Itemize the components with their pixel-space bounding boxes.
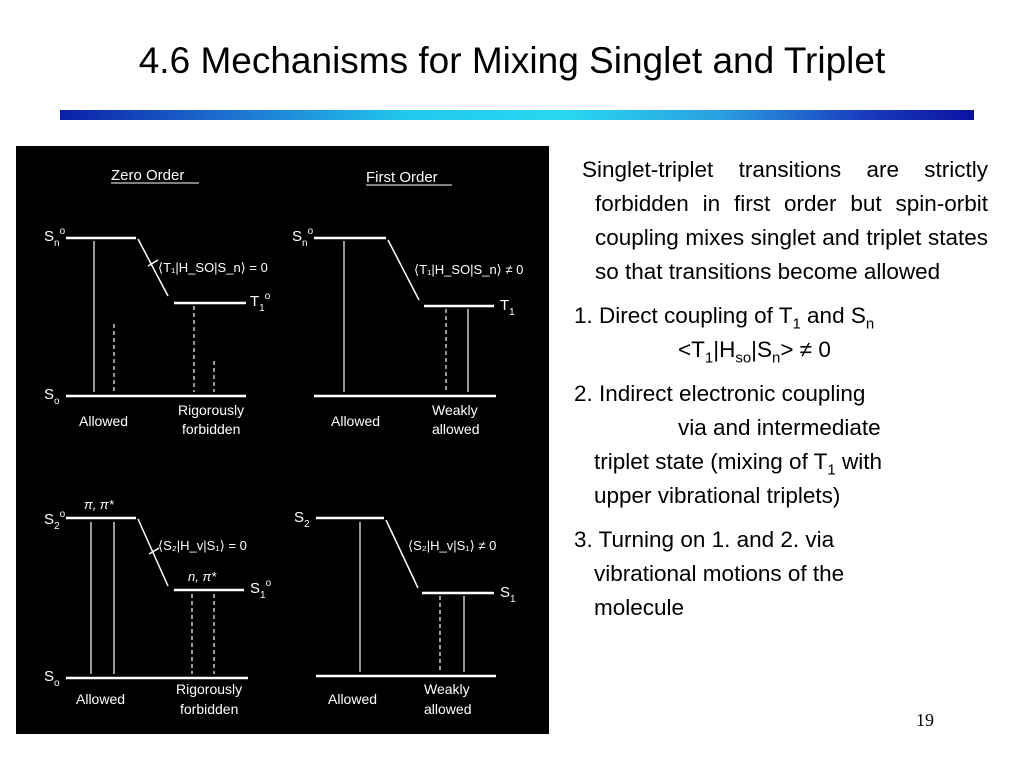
- list-item-3: 3. Turning on 1. and 2. via vibrational motions of the molecule: [574, 527, 845, 620]
- level-label: $S_n^o$: [44, 226, 66, 249]
- panel-zero-order-vibronic: [44, 497, 272, 717]
- caption-right: Weakly: [432, 402, 478, 418]
- matrix-element: ⟨T₁|H_SO|S_n⟩ = 0: [158, 260, 268, 275]
- caption-right: Weakly: [424, 681, 470, 697]
- page-number: 19: [916, 710, 934, 730]
- slide-title: 4.6 Mechanisms for Mixing Singlet and Triplet: [138, 40, 886, 81]
- panel-first-order-vibronic: [294, 509, 516, 717]
- level-label: $S_2^o$: [44, 509, 66, 532]
- caption-left: Allowed: [331, 413, 381, 429]
- caption-right: Rigorously: [178, 402, 245, 418]
- list-item-1: 1. Direct coupling of $T_1$ and $S_n$ $<T_1|H_{so}|S_n> \ne 0$: [574, 299, 988, 367]
- panel-zero-order: [44, 167, 271, 437]
- caption-right: Rigorously: [176, 681, 243, 697]
- body-text: [574, 153, 988, 625]
- energy-level-figure: [16, 146, 549, 734]
- caption-right: forbidden: [180, 701, 239, 717]
- level-label: $S_1$: [500, 584, 516, 605]
- intro-paragraph: Singlet-triplet transitions are strictly forbidden in first order but spin-orbit coupling mixes singlet and triplet states so that transitions become allowed: [582, 157, 988, 284]
- panel-header: First Order: [366, 169, 438, 186]
- panel-first-order: [292, 169, 523, 437]
- state-label: n, π*: [188, 569, 217, 584]
- title-gradient-bar: [60, 110, 974, 120]
- caption-right: forbidden: [182, 421, 241, 437]
- list-item-2: 2. Indirect electronic coupling via and intermediate triplet state (mixing of $T_1$ with upper vibrational triplets): [574, 381, 883, 508]
- matrix-element: ⟨S₂|H_v|S₁⟩ ≠ 0: [408, 538, 497, 553]
- level-label: $S_1^o$: [250, 578, 272, 601]
- matrix-element: ⟨T₁|H_SO|S_n⟩ ≠ 0: [414, 262, 524, 277]
- level-label: $T_1$: [500, 297, 515, 318]
- caption-left: Allowed: [76, 691, 126, 707]
- state-label: π, π*: [84, 497, 114, 512]
- level-label: $S_2$: [294, 509, 310, 530]
- coupling-equation: $<T_1|H_{so}|S_n> \ne 0$: [678, 337, 831, 367]
- level-label: $S_o$: [44, 386, 60, 407]
- caption-left: Allowed: [328, 691, 378, 707]
- caption-right: allowed: [432, 421, 480, 437]
- level-label: $S_o$: [44, 668, 60, 689]
- caption-right: allowed: [424, 701, 472, 717]
- level-label: $S_n^o$: [292, 226, 314, 249]
- matrix-element: ⟨S₂|H_v|S₁⟩ = 0: [158, 538, 247, 553]
- panel-header: Zero Order: [111, 167, 185, 184]
- caption-left: Allowed: [79, 413, 129, 429]
- level-label: $T_1^o$: [250, 291, 271, 314]
- mixing-arrow: [386, 520, 418, 588]
